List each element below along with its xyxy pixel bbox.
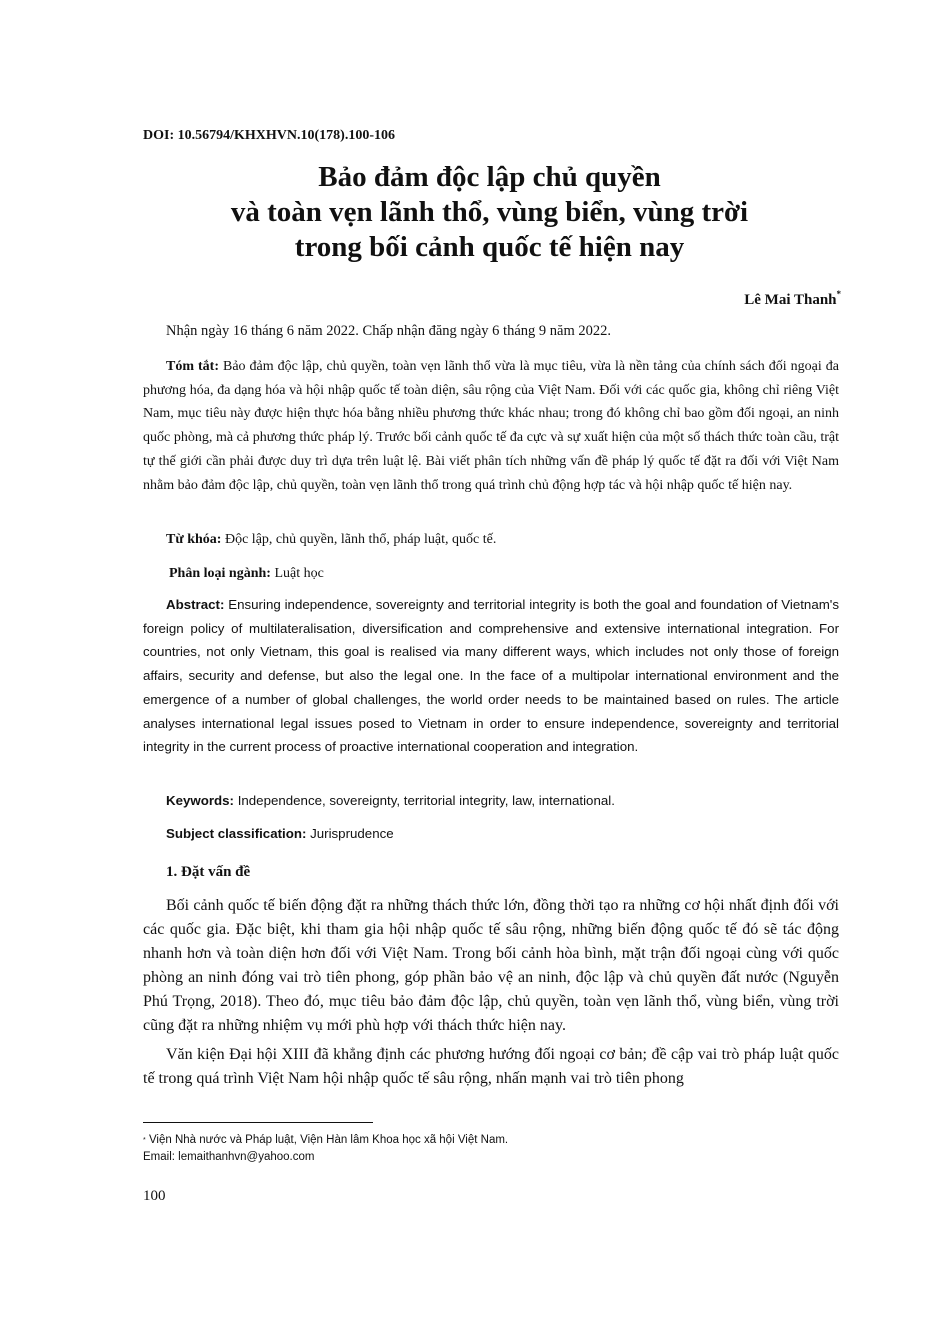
footnote-affiliation-text: Viện Nhà nước và Pháp luật, Viện Hàn lâm Khoa học xã hội Việt Nam. <box>148 1134 509 1146</box>
abstract-en <box>143 593 839 759</box>
classification-en <box>143 822 839 846</box>
abstract-en-label: Abstract: <box>166 597 225 612</box>
classification-vn-text: Luật học <box>274 566 324 581</box>
footnote-divider <box>143 1122 373 1123</box>
title-line-3: trong bối cảnh quốc tế hiện nay <box>294 231 685 263</box>
footnote-email: Email: lemaithanhvn@yahoo.com <box>143 1151 315 1163</box>
keywords-en-label: Keywords: <box>166 793 234 808</box>
keywords-vn <box>143 528 839 552</box>
article-title <box>143 160 836 265</box>
keywords-vn-text: Độc lập, chủ quyền, lãnh thổ, pháp luật, quốc tế. <box>224 532 497 547</box>
keywords-vn-label: Từ khóa: <box>166 532 222 547</box>
classification-en-label: Subject classification: <box>166 826 307 841</box>
title-line-2: và toàn vẹn lãnh thổ, vùng biển, vùng trời <box>230 196 749 228</box>
abstract-vn <box>143 355 839 497</box>
body-paragraph: Bối cảnh quốc tế biến động đặt ra những thách thức lớn, đồng thời tạo ra những cơ hội nhất định đối với các quốc gia. Đặc biệt, khi tham gia hội nhập quốc tế sâu rộng, những biến động quốc tế đó sẽ tác động nhanh hơn và toàn diện hơn đối với Việt Nam. Trong bối cảnh hòa bình, mặt trận đối ngoại cùng với quốc phòng an ninh đóng vai trò tiên phong, góp phần bảo vệ an ninh, độc lập và chủ quyền đất nước (Nguyễn Phú Trọng, 2018). Theo đó, mục tiêu bảo đảm độc lập, chủ quyền, toàn vẹn lãnh thổ, vùng biển, vùng trời cũng đặt ra những nhiệm vụ mới phù hợp với thách thức hiện nay. <box>143 897 839 1034</box>
body-text <box>143 894 839 1091</box>
section-heading: 1. Đặt vấn đề <box>166 864 251 880</box>
author-name: Lê Mai Thanh <box>744 292 837 308</box>
footnote-affiliation <box>143 1132 508 1149</box>
footnote-mark: * <box>143 1137 146 1144</box>
body-paragraph: Văn kiện Đại hội XIII đã khẳng định các phương hướng đối ngoại cơ bản; đề cập vai trò pháp luật quốc tế trong quá trình Việt Nam hội nhập quốc tế sâu rộng, nhấn mạnh vai trò tiên phong <box>143 1046 839 1087</box>
page-number: 100 <box>143 1188 166 1204</box>
title-line-1: Bảo đảm độc lập chủ quyền <box>318 161 661 193</box>
classification-en-text: Jurisprudence <box>310 826 394 841</box>
doi: DOI: 10.56794/KHXHVN.10(178).100-106 <box>143 128 395 143</box>
footnote <box>143 1132 508 1166</box>
classification-vn <box>169 562 839 586</box>
classification-vn-label: Phân loại ngành: <box>169 566 271 581</box>
author <box>744 289 841 309</box>
keywords-en <box>143 789 839 813</box>
keywords-en-text: Independence, sovereignty, territorial integrity, law, international. <box>237 793 615 808</box>
abstract-vn-text: Bảo đảm độc lập, chủ quyền, toàn vẹn lãnh thổ vừa là mục tiêu, vừa là nền tảng của chính sách đối ngoại đa phương hóa, đa dạng hóa và hội nhập quốc tế toàn diện, sâu rộng của Việt Nam. Đối với các quốc gia, không chỉ riêng Việt Nam, mục tiêu này được hiện thực hóa bằng nhiều phương thức khác nhau; trong đó không chỉ bao gồm đối ngoại, an ninh quốc phòng, mà cả phương thức pháp lý. Trước bối cảnh quốc tế đa cực và sự xuất hiện của một số thách thức toàn cầu, trật tự thế giới cần phải được duy trì dựa trên luật lệ. Bài viết phân tích những vấn đề pháp lý quốc tế đặt ra đối với Việt Nam nhằm bảo đảm độc lập, chủ quyền, toàn vẹn lãnh thổ trong quá trình chủ động hợp tác và hội nhập quốc tế hiện nay. <box>143 359 839 493</box>
received-dates: Nhận ngày 16 tháng 6 năm 2022. Chấp nhận đăng ngày 6 tháng 9 năm 2022. <box>166 323 611 339</box>
author-footnote-mark: * <box>836 289 841 299</box>
abstract-en-text: Ensuring independence, sovereignty and territorial integrity is both the goal and foundation of Vietnam's foreign policy of multilateralisation, diversification and comprehensive and extensive international integration. For countries, not only Vietnam, this goal is realised via many different ways, which includes not only those of foreign affairs, security and defense, but also the legal one. In the face of a multipolar international environment and the emergence of a number of global challenges, the world order needs to be maintained based on rules. The article analyses international legal issues posed to Vietnam in order to ensure independence, sovereignty and territorial integrity in the current process of proactive international cooperation and integration. <box>143 597 839 755</box>
abstract-vn-label: Tóm tắt: <box>166 359 219 374</box>
